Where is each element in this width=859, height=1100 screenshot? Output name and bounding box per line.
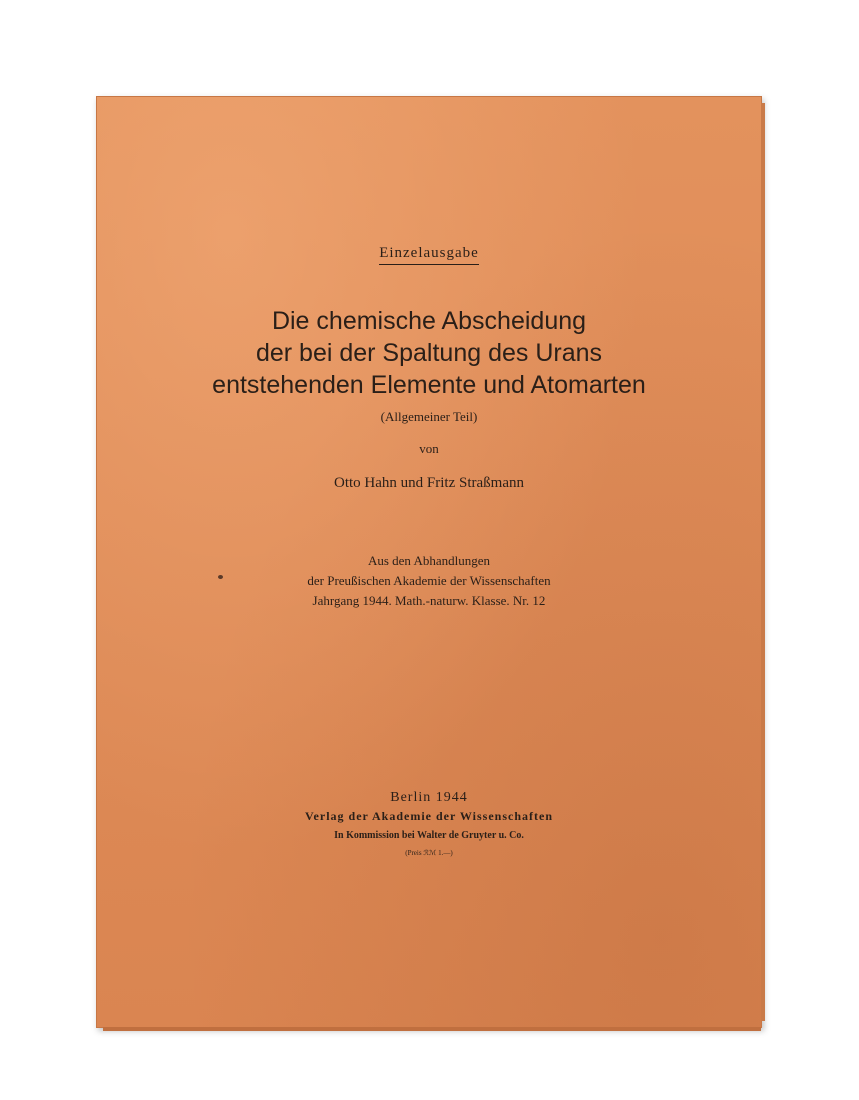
source-line-2: der Preußischen Akademie der Wissenschaften bbox=[307, 573, 551, 588]
page-edge-right bbox=[761, 103, 765, 1021]
booklet-cover bbox=[96, 96, 762, 1028]
imprint-commission: In Kommission bei Walter de Gruyter u. Co. bbox=[334, 830, 524, 841]
edition-label bbox=[97, 245, 761, 265]
title-line-3: entstehenden Elemente und Atomarten bbox=[212, 371, 646, 399]
source-note bbox=[97, 551, 761, 611]
source-line-3: Jahrgang 1944. Math.-naturw. Klasse. Nr. 12 bbox=[312, 593, 546, 608]
imprint-publisher: Verlag der Akademie der Wissenschaften bbox=[304, 809, 553, 823]
imprint-price: (Preis ℛℳ 1.—) bbox=[405, 849, 453, 857]
title-line-1: Die chemische Abscheidung bbox=[271, 307, 587, 335]
authors: Otto Hahn und Fritz Straßmann bbox=[334, 475, 524, 491]
by-label: von bbox=[419, 441, 439, 456]
page-edge-bottom bbox=[103, 1027, 761, 1031]
edition-label-text: Einzelausgabe bbox=[379, 245, 479, 265]
paper-speck bbox=[218, 575, 223, 579]
title-line-2: der bei der Spaltung des Urans bbox=[255, 339, 603, 367]
source-line-1: Aus den Abhandlungen bbox=[367, 553, 491, 568]
imprint-city-year: Berlin 1944 bbox=[390, 790, 468, 805]
cover-subtitle: (Allgemeiner Teil) bbox=[380, 409, 478, 424]
cover-title bbox=[97, 305, 761, 401]
